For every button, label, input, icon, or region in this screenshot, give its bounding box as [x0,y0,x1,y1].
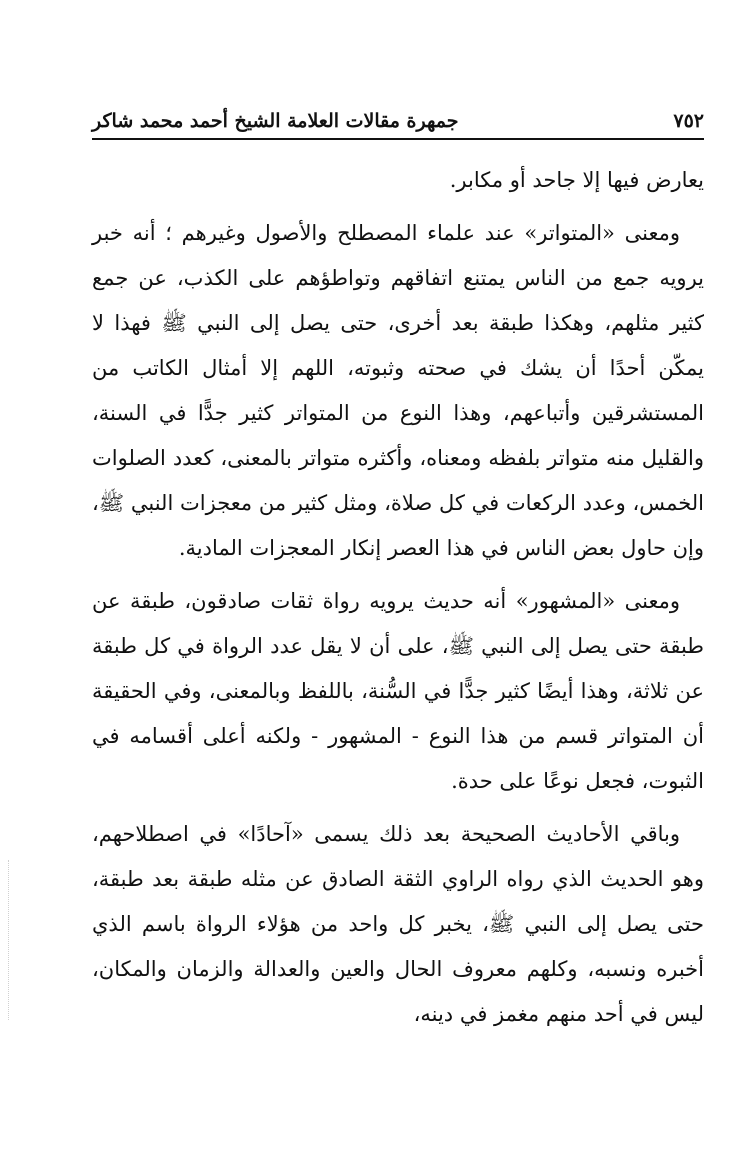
paragraph-ahad: وباقي الأحاديث الصحيحة بعد ذلك يسمى «آحادًا» في اصطلاحهم، وهو الحديث الذي رواه الراوي الثقة الصادق عن مثله طبقة بعد طبقة، حتى يصل إلى النبي ﷺ، يخبر كل واحد من هؤلاء الرواة باسم الذي أخبره ونسبه، وكلهم معروف الحال والعين والعدالة والزمان والمكان، ليس في أحد منهم مغمز في دينه، [92,822,704,1026]
paragraph-continuation: يعارض فيها إلا جاحد أو مكابر. [449,168,704,192]
paragraph-gap [92,804,704,812]
page-edge-mark [8,860,10,1020]
paragraph-gap [92,203,704,211]
page-number: ٧٥٢ [673,110,704,132]
running-title: جمهرة مقالات العلامة الشيخ أحمد محمد شاكر [92,110,459,132]
paragraph-gap [92,571,704,579]
body-text [92,158,704,1037]
paragraph-mashhur: ومعنى «المشهور» أنه حديث يرويه رواة ثقات صادقون، طبقة عن طبقة حتى يصل إلى النبي ﷺ، على أن لا يقل عدد الرواة في كل طبقة عن ثلاثة، وهذا أيضًا كثير جدًّا في السُّنة، باللفظ وبالمعنى، وفي الحقيقة أن المتواتر قسم من هذا النوع - المشهور - ولكنه أعلى أقسامه في الثبوت، فجعل نوعًا على حدة. [92,589,704,793]
paragraph-mutawatir: ومعنى «المتواتر» عند علماء المصطلح والأصول وغيرهم ؛ أنه خبر يرويه جمع من الناس يمتنع اتفاقهم وتواطؤهم على الكذب، عن جمع كثير مثلهم، وهكذا طبقة بعد أخرى، حتى يصل إلى النبي ﷺ فهذا لا يمكّن أحدًا أن يشك في صحته وثبوته، اللهم إلا أمثال الكاتب من المستشرقين وأتباعهم، وهذا النوع من المتواتر كثير جدًّا في السنة، والقليل منه متواتر بلفظه ومعناه، وأكثره متواتر بالمعنى، كعدد الصلوات الخمس، وعدد الركعات في كل صلاة، ومثل كثير من معجزات النبي ﷺ، وإن حاول بعض الناس في هذا العصر إنكار المعجزات المادية. [92,221,704,560]
page-header [92,98,704,140]
